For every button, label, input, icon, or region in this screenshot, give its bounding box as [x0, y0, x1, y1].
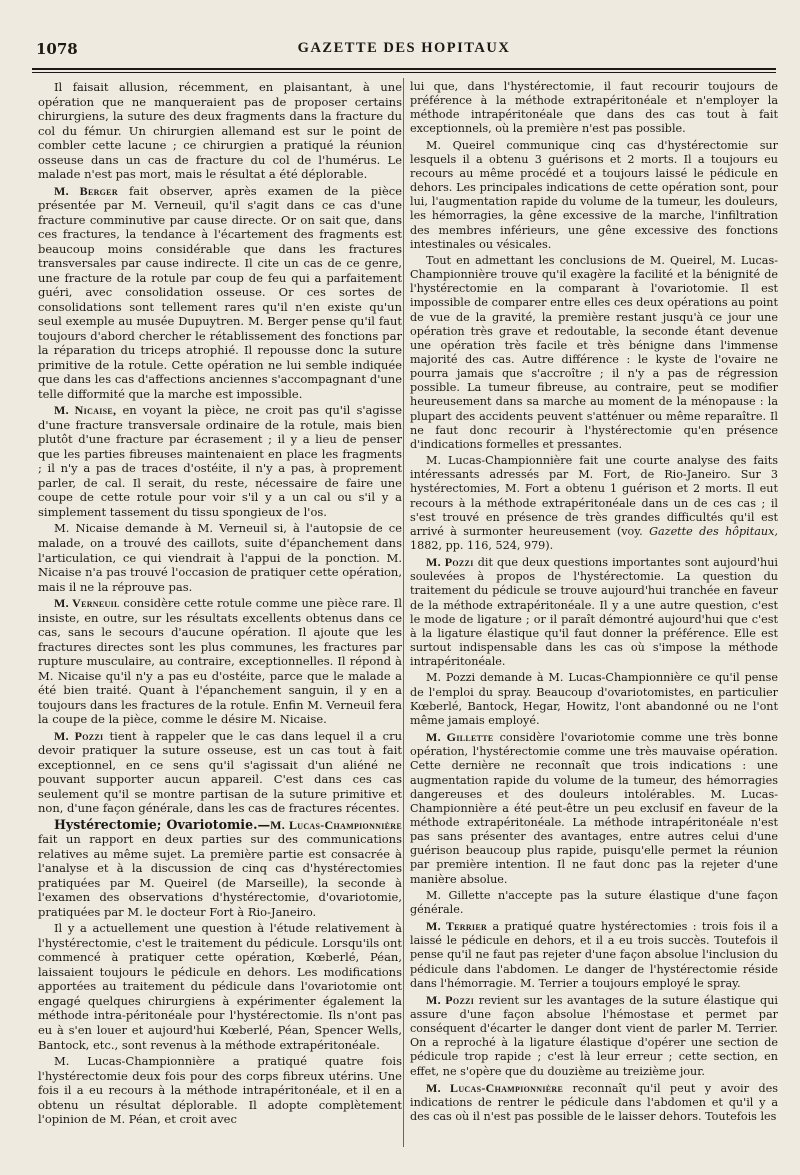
paragraph-text: revient sur les avantages de la suture élastique qui assure d'une façon absolue l'hémostase et permet par conséquent d'écarter le danger dont vient de parler M. Terrier. On a reproché à la ligature élastique d'opérer une section de pédicule trop rapide ; c'est là leur erreur ; cette section, en effet, ne s'opère que du douzième au treizième jour.	[410, 993, 778, 1078]
paragraph-text: en voyant la pièce, ne croit pas qu'il s'agisse d'une fracture transversale ordinaire de la rotule, mais bien plutôt d'une fracture par écrasement ; il y a lieu de penser que les parties fibreuses maintenaient en place les fragments ; il n'y a pas de traces d'ostéite, il n'y a pas, à proprement parler, de cal. Il serait, du reste, nécessaire de faire une coupe de cette rotule pour voir s'il y a un cal ou s'il y a simplement tassement du tissu spongieux de l'os.	[38, 403, 403, 519]
paragraph	[410, 1081, 778, 1124]
header-rule-thick	[32, 68, 776, 70]
paragraph-text: fait un rapport en deux parties sur des communications relatives au même sujet. La première partie est consacrée à l'analyse et à la discussion de cinq cas d'hystérectomies pratiquées par M. Queirel (de Marseille), la seconde à l'examen des observations d'hystérectomie, d'ovariotomie, pratiquées par M. le docteur Fort à Rio-Janeiro.	[38, 832, 402, 919]
paragraph	[38, 80, 402, 182]
paragraph	[410, 730, 778, 887]
paragraph	[38, 818, 402, 920]
speaker-name: M. Berger	[54, 183, 118, 198]
paragraph	[410, 555, 778, 669]
speaker-name: M. Pozzi	[426, 992, 475, 1007]
paragraph	[38, 403, 402, 519]
paragraph	[410, 919, 778, 991]
paragraph	[410, 889, 778, 917]
speaker-name: M. Gillette	[426, 730, 494, 745]
paragraph	[410, 80, 778, 137]
speaker-name: M. Lucas-Championnière	[270, 817, 402, 832]
paragraph-text: M. Nicaise demande à M. Verneuil si, à l'autopsie de ce malade, on a trouvé des caillots, suite d'épanchement dans l'articulation, ce qui viendrait à l'appui de la ponction. M. Nicaise n'a pas trouvé l'occasion de pratiquer cette opération, mais il ne la réprouve pas.	[38, 521, 402, 594]
paragraph	[410, 454, 778, 553]
paragraph	[38, 1054, 402, 1127]
right-column	[410, 80, 778, 1126]
page-header	[32, 40, 776, 60]
paragraph-text: Il y a actuellement une question à l'étude relativement à l'hystérectomie, c'est le traitement du pédicule. Lorsqu'ils ont commencé à pratiquer cette opération, Kœberlé, Péan, laissaient toujours le pédicule en dehors. Les modifications apportées au traitement du pédicule dans l'ovariotomie ont engagé quelques chirurgiens à expérimenter également la méthode intra-péritonéale pour l'hystérectomie. Ils n'ont pas eu à s'en louer et aujourd'hui Kœberlé, Péan, Spencer Wells, Bantock, etc., sont revenus à la méthode extrapéritonéale.	[38, 921, 402, 1052]
paragraph	[38, 729, 402, 816]
paragraph-text: M. Queirel communique cinq cas d'hystérectomie sur lesquels il a obtenu 3 guérisons et 2 morts. Il a toujours eu recours au même procédé et a toujours laissé le pédicule en dehors. Les principales indications de cette opération sont, pour lui, l'augmentation rapide du volume de la tumeur, les douleurs, les hémorragies, la gêne excessive de la marche, l'infiltration des membres inférieurs, une gêne excessive des fonctions intestinales ou vésicales.	[410, 138, 778, 251]
paragraph-text: M. Pozzi demande à M. Lucas-Championnière ce qu'il pense de l'emploi du spray. Beaucoup d'ovariotomistes, en particulier Kœberlé, Bantock, Hegar, Howitz, l'ont abandonné ou ne l'ont même jamais employé.	[410, 671, 778, 727]
paragraph-text: lui que, dans l'hystérectomie, il faut recourir toujours de préférence à la méthode extrapéritonéale et n'employer la méthode intrapéritonéale que dans des cas tout à fait exceptionnels, où la première n'est pas possible.	[410, 80, 778, 136]
paragraph-text: M. Lucas-Championnière fait une courte analyse des faits intéressants adressés par M. Fort, de Rio-Janeiro. Sur 3 hystérectomies, M. Fort a obtenu 1 guérison et 2 morts. Il eut recours à la méthode extrapéritonéale dans un de ces cas ; il s'est trouvé en présence de très grandes difficultés qu'il est arrivé à surmonter heureusement (voy.	[410, 454, 778, 538]
speaker-name: M. Lucas-Championnière	[426, 1080, 564, 1095]
journal-title: GAZETTE DES HOPITAUX	[297, 40, 511, 56]
paragraph	[38, 596, 402, 727]
paragraph	[38, 521, 402, 594]
paragraph-text: a pratiqué quatre hystérectomies : trois fois il a laissé le pédicule en dehors, et il a eu trois succès. Toutefois il pense qu'il ne faut pas rejeter d'une façon absolue l'inclusion du pédicule dans l'abdomen. Le danger de l'hystérectomie réside dans l'hémorragie. M. Terrier a toujours employé le spray.	[410, 920, 779, 990]
paragraph-text: tient à rappeler que le cas dans lequel il a cru devoir pratiquer la suture osseuse, est un cas tout à fait exceptionnel, en ce sens qu'il s'agissait d'un aliéné ne pouvant supporter aucun appareil. C'est dans ces cas seulement qu'il se montre partisan de la suture primitive et non, d'une façon générale, dans les cas de fractures récentes.	[38, 728, 402, 816]
paragraph	[38, 184, 402, 402]
column-divider	[403, 78, 404, 1147]
speaker-name: M. Verneuil	[54, 596, 120, 611]
paragraph-text: reconnaît qu'il peut y avoir des indications de rentrer le pédicule dans l'abdomen et qu'il y a des cas où il n'est pas possible de le laisser dehors. Toutefois les	[410, 1081, 778, 1124]
citation-reference: 1882, pp. 116, 524, 979).	[410, 539, 554, 552]
speaker-name: M. Nicaise,	[54, 403, 117, 418]
paragraph	[410, 671, 778, 728]
left-column	[38, 80, 402, 1129]
citation-title: Gazette des hôpitaux,	[649, 524, 778, 538]
page-number: 1078	[36, 40, 78, 58]
paragraph-text: M. Gillette n'accepte pas la suture élastique d'une façon générale.	[410, 888, 778, 916]
paragraph-text: Il faisait allusion, récemment, en plaisantant, à une opération que ne manqueraient pas de proposer certains chirurgiens, la suture des deux fragments dans la fracture du col du fémur. Un chirurgien allemand est sur le point de combler cette lacune ; ce chirurgien a pratiqué la réunion osseuse dans un cas de fracture du col de l'humérus. Le malade n'est pas mort, mais le résultat a été déplorable.	[38, 80, 402, 182]
speaker-name: M. Pozzi	[426, 555, 474, 570]
paragraph-text: dit que deux questions importantes sont aujourd'hui soulevées à propos de l'hystérectomie. La question du traitement du pédicule se trouve aujourd'hui tranchée en faveur de la méthode extrapéritonéale. Il y a une autre question, c'est le mode de ligature ; or il paraît démontré aujourd'hui que c'est à la ligature élastique qu'il faut donner la préférence. Elle est surtout indispensable dans les cas où s'impose la méthode intrapéritonéale.	[410, 556, 778, 669]
paragraph-text: considère l'ovariotomie comme une très bonne opération, l'hystérectomie comme une très mauvaise opération. Cette dernière ne reconnaît que trois indications : une augmentation rapide du volume de la tumeur, des hémorragies dangereuses et des douleurs intolérables. M. Lucas-Championnière a été peut-être un peu exclusif en faveur de la méthode extrapéritonéale. La méthode intrapéritonéale n'est pas sans présenter des avantages, entre autres celui d'une guérison beaucoup plus rapide, puisqu'elle permet la réunion par première intention. Il ne faut donc pas la rejeter d'une manière absolue.	[410, 731, 778, 886]
paragraph	[410, 139, 778, 252]
paragraph-text: M. Lucas-Championnière a pratiqué quatre fois l'hystérectomie deux fois pour des corps fibreux utérins. Une fois il a eu recours à la méthode intrapéritonéale, et il en a obtenu un résultat déplorable. Il adopte complètement l'opinion de M. Péan, et croit avec	[38, 1054, 402, 1127]
paragraph	[410, 993, 778, 1079]
section-heading: Hystérectomie; Ovariotomie.—	[54, 816, 271, 832]
header-rule-thin	[32, 72, 776, 73]
paragraph	[410, 254, 778, 452]
speaker-name: M. Pozzi	[54, 728, 104, 743]
paragraph-text: Tout en admettant les conclusions de M. Queirel, M. Lucas-Championnière trouve qu'il exagère la facilité et la bénignité de l'hystérectomie en la comparant à l'ovariotomie. Il est impossible de comparer entre elles ces deux opérations au point de vue de la gravité, la première restant jusqu'à ce jour une opération très grave et redoutable, la seconde étant devenue une opération très facile et très bénigne dans l'immense majorité des cas. Autre différence : le kyste de l'ovaire ne pourra jamais que s'accroître ; il n'y a pas de régression possible. La tumeur fibreuse, au contraire, peut se modifier heureusement dans sa marche au moment de la ménopause : la plupart des accidents peuvent s'atténuer ou même reparaître. Il ne faut donc recourir à l'hystérectomie qu'en présence d'indications formelles et pressantes.	[410, 253, 778, 451]
paragraph	[38, 921, 402, 1052]
paragraph-text: fait observer, après examen de la pièce présentée par M. Verneuil, qu'il s'agit dans ce cas d'une fracture comminutive par cause directe. Or on sait que, dans ces fractures, la tendance à l'écartement des fragments est beaucoup moins considérable que dans les fractures transversales par cause indirecte. Il cite un cas de ce genre, une fracture de la rotule par coup de feu qui a parfaitement guéri, avec consolidation osseuse. Or ces sortes de consolidations sont tellement rares qu'il n'en existe qu'un seul exemple au musée Dupuytren. M. Berger pense qu'il faut toujours d'abord chercher le rétablissement des fonctions par la réparation du triceps atrophié. Il repousse donc la suture primitive de la rotule. Cette opération ne lui semble indiquée que dans les cas d'affections anciennes s'accompagnant d'une telle difformité que la marche est impossible.	[38, 183, 402, 401]
paragraph-text: considère cette rotule comme une pièce rare. Il insiste, en outre, sur les résultats excellents obtenus dans ce cas, sans le secours d'aucune opération. Il ajoute que les fractures directes sont les plus communes, les fractures par rupture musculaire, au contraire, exceptionnelles. Il répond à M. Nicaise qu'il n'y a pas eu d'ostéite, parce que le malade a été bien traité. Quant à l'épanchement sanguin, il y en a toujours dans les fractures de la rotule. Enfin M. Verneuil fera la coupe de la pièce, comme le désire M. Nicaise.	[38, 596, 403, 727]
speaker-name: M. Terrier	[426, 919, 488, 934]
